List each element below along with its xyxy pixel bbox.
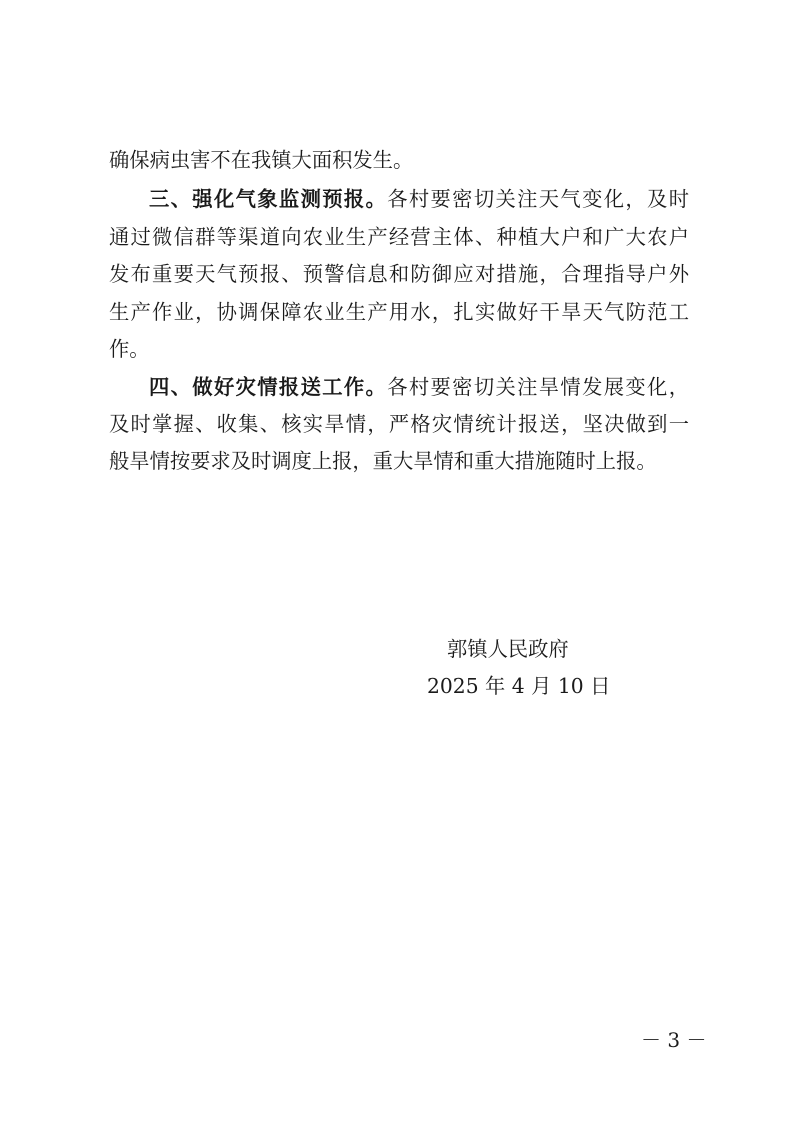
- paragraph-line: 作。: [109, 337, 150, 361]
- signature-date: 2025 年 4 月 10 日: [427, 674, 611, 698]
- paragraph-line: 发布重要天气预报、预警信息和防御应对措施，合理指导户外: [109, 262, 689, 286]
- paragraph-line: 通过微信群等渠道向农业生产经营主体、种植大户和广大农户: [109, 225, 689, 249]
- page-number: － 3 －: [641, 1028, 707, 1052]
- paragraph-line: 确保病虫害不在我镇大面积发生。: [109, 148, 414, 172]
- section-four-first-line: [149, 372, 689, 402]
- paragraph-line: 生产作业，协调保障农业生产用水，扎实做好干旱天气防范工: [109, 300, 689, 324]
- paragraph-line: 各村要密切关注旱情发展变化，: [387, 375, 689, 399]
- paragraph-line: 般旱情按要求及时调度上报，重大旱情和重大措施随时上报。: [109, 449, 657, 473]
- section-four-heading: 四、做好灾情报送工作。: [149, 375, 388, 399]
- signature-organization: 郭镇人民政府: [447, 637, 569, 661]
- paragraph-line: 及时掌握、收集、核实旱情，严格灾情统计报送，坚决做到一: [109, 412, 689, 436]
- section-three-first-line: [149, 184, 689, 214]
- paragraph-line: 各村要密切关注天气变化，及时: [387, 187, 689, 211]
- section-three-heading: 三、强化气象监测预报。: [149, 187, 388, 211]
